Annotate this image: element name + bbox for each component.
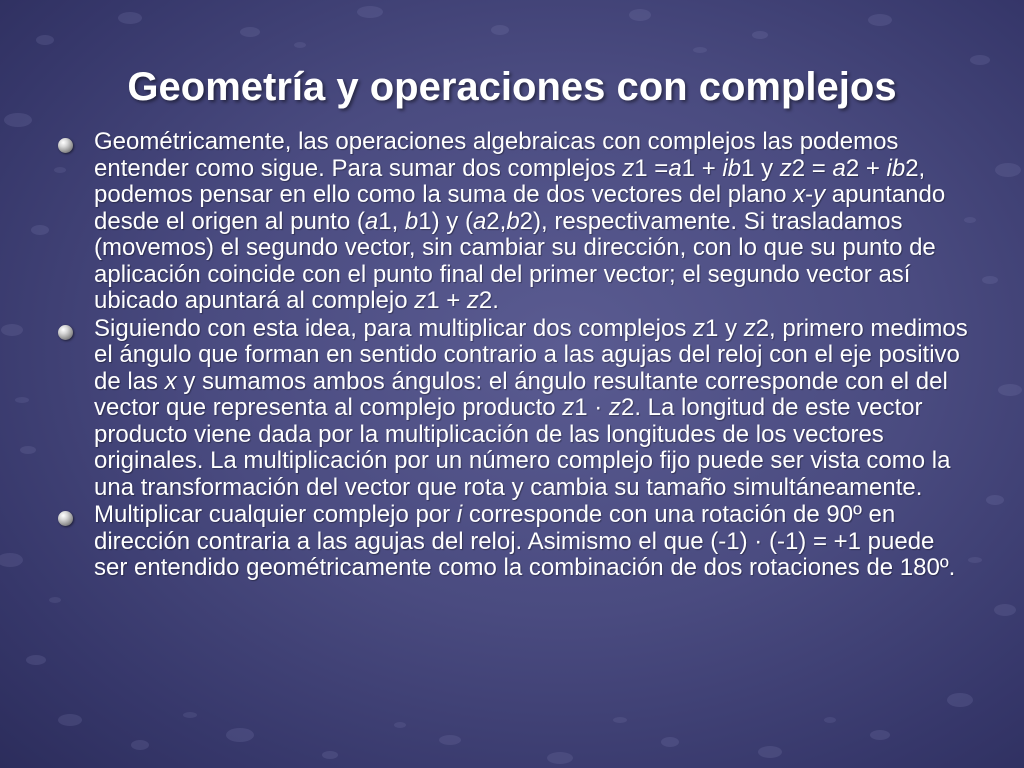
text-run: 1 ·	[574, 394, 609, 421]
math-variable: z	[693, 314, 706, 342]
bullet-text	[94, 316, 968, 502]
text-run: corresponde con una rotación de 90º en dirección contraria a las agujas del reloj. Asimismo el que (-1) · (-1) = +1 puede ser entendido geométricamente como la combinación de dos rotaciones de 180º.	[94, 501, 956, 581]
math-variable: x	[793, 181, 806, 208]
text-run: 1 y	[741, 154, 780, 182]
text-run: 1,	[378, 207, 405, 235]
math-variable: z	[743, 314, 756, 342]
math-variable: a	[832, 154, 846, 182]
slide-title: Geometría y operaciones con complejos	[127, 65, 897, 109]
math-variable: a	[472, 207, 487, 235]
text-run: 2.	[478, 287, 499, 314]
text-run: 1 +	[681, 154, 723, 182]
text-run: 2,	[486, 207, 507, 235]
text-run: 2), respectivamente. Si trasladamos (movemos) el segundo vector, sin cambiar su dirección, con lo que su punto de aplicación coincide con el punto final del primer vector; el segundo vector así ubicado apuntará al complejo	[94, 207, 936, 314]
math-variable: b	[404, 207, 419, 235]
text-run: y sumamos ambos ángulos: el ángulo resultante corresponde con el del vector que representa al complejo producto	[94, 367, 948, 421]
text-run: Multiplicar cualquier complejo por	[94, 501, 457, 528]
math-variable: a	[668, 154, 682, 182]
text-run: Geométricamente, las operaciones algebraicas con complejos las podemos entender como sigue. Para sumar dos complejos	[94, 128, 899, 182]
sphere-bullet-icon	[58, 511, 73, 526]
bullet-text	[94, 129, 968, 315]
bullet-item	[58, 129, 968, 315]
bullet-item	[58, 316, 968, 502]
math-variable: b	[506, 207, 520, 235]
math-variable: x	[164, 367, 177, 395]
text-run: 1 y	[705, 314, 744, 342]
math-variable: z	[622, 154, 635, 182]
text-run: 2, primero medimos el ángulo que forman en sentido contrario a las agujas del reloj con el eje positivo de las	[94, 314, 968, 395]
math-variable: z	[414, 287, 427, 314]
text-run: 1 =	[634, 154, 669, 182]
text-run: apuntando desde el origen al punto (	[94, 181, 946, 235]
math-variable: ib	[886, 154, 906, 182]
math-variable: ib	[722, 154, 742, 182]
sphere-bullet-icon	[58, 138, 73, 153]
bullet-item	[58, 502, 968, 582]
text-run: -	[805, 181, 814, 208]
bullet-list	[58, 129, 968, 583]
text-run: 2 +	[845, 154, 887, 182]
math-variable: z	[779, 154, 792, 182]
text-run: 1) y (	[418, 207, 473, 235]
text-run: 2, podemos pensar en ello como la suma de dos vectores del plano	[94, 154, 926, 208]
text-run: 2 =	[791, 154, 833, 182]
text-run: Siguiendo con esta idea, para multiplicar dos complejos	[94, 314, 694, 342]
sphere-bullet-icon	[58, 325, 73, 340]
math-variable: a	[364, 207, 379, 235]
bullet-text	[94, 502, 968, 582]
text-run: 1 +	[426, 287, 467, 314]
math-variable: z	[562, 394, 575, 421]
math-variable: i	[456, 501, 463, 528]
math-variable: z	[466, 287, 479, 314]
math-variable: z	[608, 394, 621, 421]
text-run: 2. La longitud de este vector producto viene dada por la multiplicación de las longitudes de los vectores originales. La multiplicación por un número complejo fijo puede ser vista como la una transformación del vector que rota y cambia su tamaño simultáneamente.	[94, 394, 951, 501]
math-variable: y	[813, 181, 826, 208]
